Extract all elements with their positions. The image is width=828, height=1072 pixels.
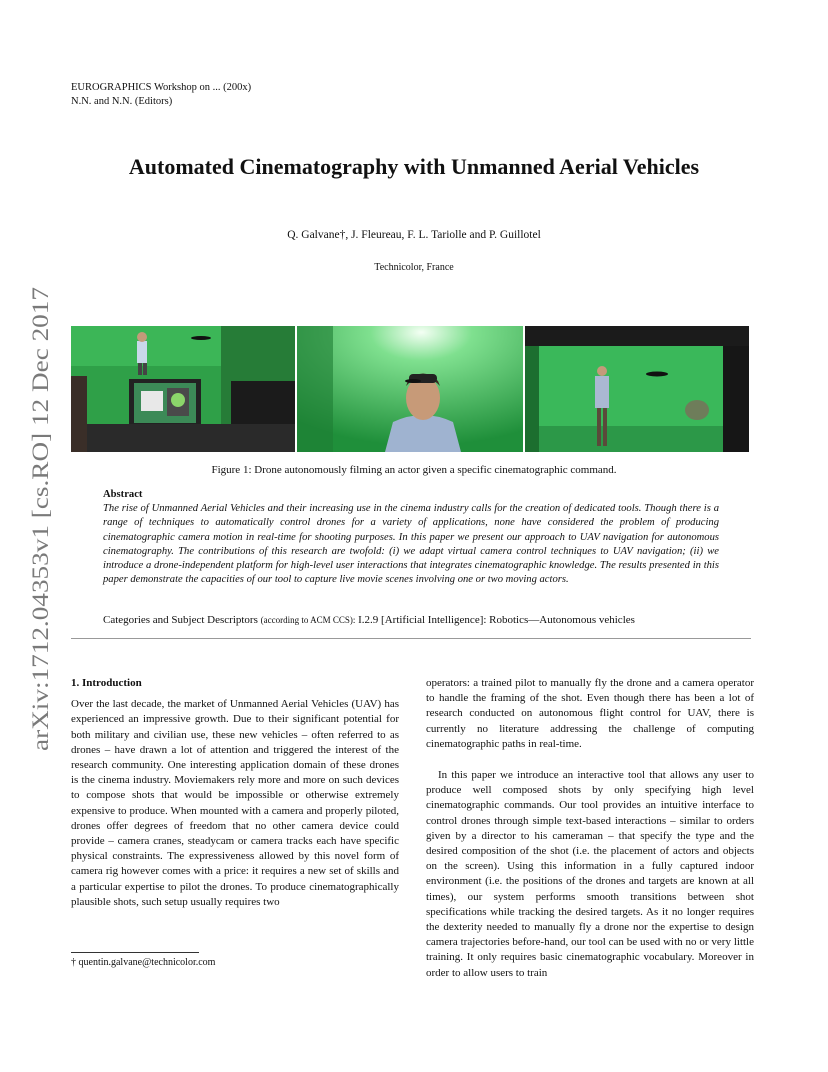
figure-caption: Figure 1: Drone autonomously filming an actor given a specific cinematographic command. [211,464,617,476]
footnote: † quentin.galvane@technicolor.com [71,957,216,968]
venue-header: EUROGRAPHICS Workshop on ... (200x) [71,82,252,93]
figure-photo-wide-studio [525,326,749,452]
affiliation: Technicolor, France [374,262,454,273]
left-column [71,676,399,910]
categories-value: I.2.9 [Artificial Intelligence]: Robotics—Autonomous vehicles [358,614,635,626]
footnote-rule [71,952,199,953]
figure-photo-studio-control [71,326,295,452]
abstract [103,488,719,587]
figure-photo-actor-closeup [297,326,523,452]
editors-header: N.N. and N.N. (Editors) [71,96,173,107]
right-column [426,676,754,981]
section-heading: 1. Introduction [71,677,142,689]
abstract-heading: Abstract [103,489,143,500]
paper-title: Automated Cinematography with Unmanned Aerial Vehicles [128,154,700,179]
categories-line [103,614,723,626]
arxiv-stamp-text: arXiv:1712.04353v1 [cs.RO] 12 Dec 2017 [28,358,53,751]
section-divider [71,638,751,639]
paragraph: Over the last decade, the market of Unmanned Aerial Vehicles (UAV) has experienced an impressive growth. Due to their significant potential for both military and civilian use, these new vehicles – often referred to as drones – have drawn a lot of attention and triggered the interest of the research community. One interesting application domain of these drones is the cinema industry. Moviemakers rely more and more on such devices to compose shots that would be impossible or otherwise extremely expensive to produce. When mounted with a camera and properly piloted, drones offer degrees of freedom that no other camera device could provide – camera cranes, steadycam or camera tracks each have specific physical constraints. The expressiveness allowed by this novel form of camera rig however comes with a price: it requires a new set of skills and a particular expertise to pilot the drones. To produce cinematographically plausible shots, such setup usually requires two [71,698,399,908]
author-list: Q. Galvane†, J. Fleureau, F. L. Tariolle and P. Guillotel [287,229,541,241]
categories-note: (according to ACM CCS): [260,615,356,625]
abstract-text: The rise of Unmanned Aerial Vehicles and their increasing use in the cinema industry calls for the creation of dedicated tools. Though there is a range of techniques to automatically control drones for a variety of applications, none have considered the problem of producing cinematographic camera motion in real-time for shooting purposes. In this paper we present our approach to UAV navigation for autonomous cinematography. The contributions of this research are twofold: (i) we adapt virtual camera control techniques to UAV navigation; (ii) we introduce a drone-independent platform for high-level user interactions that integrates cinematographic knowledge. The results presented in this paper demonstrate the capacities of our tool to capture live movie scenes involving one or two moving actors. [103,503,719,586]
paragraph: operators: a trained pilot to manually fly the drone and a camera operator to handle the framing of the shot. Even though there has been a lot of research conducted on autonomous flight control for UAV, there is currently no literature addressing the challenge of computing cinematographic paths in real-time. [426,677,754,750]
arxiv-stamp [18,285,58,755]
paragraph: In this paper we introduce an interactive tool that allows any user to produce well composed shots by only specifying high level cinematographic commands. Our tool provides an intuitive interface to control drones through simple text-based interactions – similar to orders given by a director to his cameraman – that specify the type and the desired composition of the shot (i.e. the placement of actors and objects on the screen). Using this information in a fully captured indoor environment (i.e. the positions of the drones and targets are known at all times), our system performs smooth transitions between shot specifications while tracking the desired targets. As it no longer requires the dexterity needed to manually fly a drone nor the expertise to design camera trajectories before-hand, our tool can be used with no or very little training. It only requires basic cinematographic vocabulary. Moreover in order to allow users to train [426,769,754,979]
categories-label: Categories and Subject Descriptors [103,614,258,626]
